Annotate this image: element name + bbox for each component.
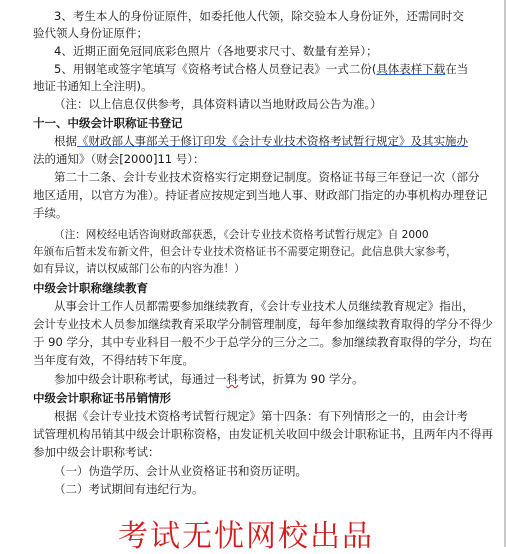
spellcheck-word: 科: [226, 372, 238, 386]
text-line: 地区适用，以官方为准）。持证者应按规定到当地人事、财政部门指定的办事机构办理登记: [33, 188, 488, 202]
note-line: 如有异议，请以权威部门公布的内容为准！）: [33, 263, 245, 275]
text-line: [54, 371, 363, 387]
text-line: （一）伪造学历、会计从业资格证书和资历证明。: [54, 464, 307, 478]
text-line: [54, 133, 468, 149]
text-line: 手续。: [33, 206, 68, 220]
text-line: 根据《会计专业技术资格考试暂行规定》第十四条：有下列情形之一的，由会计考: [54, 409, 468, 423]
download-link[interactable]: 具体表样下载: [376, 62, 446, 76]
text-line: 参加中级会计职称考试：: [33, 445, 160, 459]
note-line: （注：网校经电话咨询财政部获悉，《会计专业技术资格考试暂行规定》自 2000: [54, 229, 429, 241]
section-heading: 中级会计职称证书吊销情形: [33, 391, 171, 405]
section-heading: 十一、中级会计职称证书登记: [33, 116, 183, 130]
watermark: 考试无忧网校出品: [118, 519, 374, 554]
section-heading: 中级会计职称继续教育: [33, 281, 148, 295]
text-line: 验代领人身份证原件；: [33, 26, 148, 40]
text-line: 会计专业技术人员参加继续教育采取学分制管理制度，每年参加继续教育取得的学分不得少: [33, 317, 493, 331]
text-line: 4、近期正面免冠同底彩色照片（各地要求尺寸、数量有差异）；: [54, 44, 378, 58]
text-line: 地证书通知上全注明)。: [33, 79, 153, 93]
text-segment: 考试，折算为 90 学分。: [238, 372, 364, 386]
text-line: 第二十二条、会计专业技术资格实行定期登记制度。资格证书每三年登记一次（部分: [54, 170, 480, 184]
text-line: 从事会计工作人员都需要参加继续教育，《会计专业技术人员继续教育规定》指出，: [54, 299, 474, 313]
text-segment: 参加中级会计职称考试，每通过一: [54, 372, 227, 386]
text-segment: 在当: [445, 62, 469, 76]
text-line: （注：以上信息仅供参考，具体资料请以当地财政局公告为准。）: [54, 97, 382, 111]
text-line: （二）考试期间有违纪行为。: [54, 482, 204, 496]
text-segment: 5、用钢笔或签字笔填写《资格考试合格人员登记表》一式二份(: [54, 62, 377, 76]
text-line: 3、考生本人的身份证原件，如委托他人代领，除交验本人身份证外，还需同时交: [54, 9, 464, 23]
text-line: 当年度有效，不得结转下年度。: [33, 353, 194, 367]
text-line: 试管理机构吊销其中级会计职称资格，由发证机关收回中级会计职称证书，且两年内不得再: [33, 427, 493, 441]
note-line: 年颁布后暂未发布新文件，但会计专业技术资格证书不需要定期登记。此信息供大家参考，: [33, 246, 457, 258]
text-line: [54, 61, 468, 77]
text-line: 于 90 学分，其中专业科目一般不少于总学分的三分之二。参加继续教育取得的学分，均在: [33, 335, 492, 349]
notice-link[interactable]: 《财政部人事部关于修订印发《会计专业技术资格考试暂行规定》及其实施办: [77, 134, 468, 148]
text-segment: 根据: [54, 134, 77, 148]
text-line: 法的通知》（财会[2000]11 号）：: [33, 152, 205, 166]
